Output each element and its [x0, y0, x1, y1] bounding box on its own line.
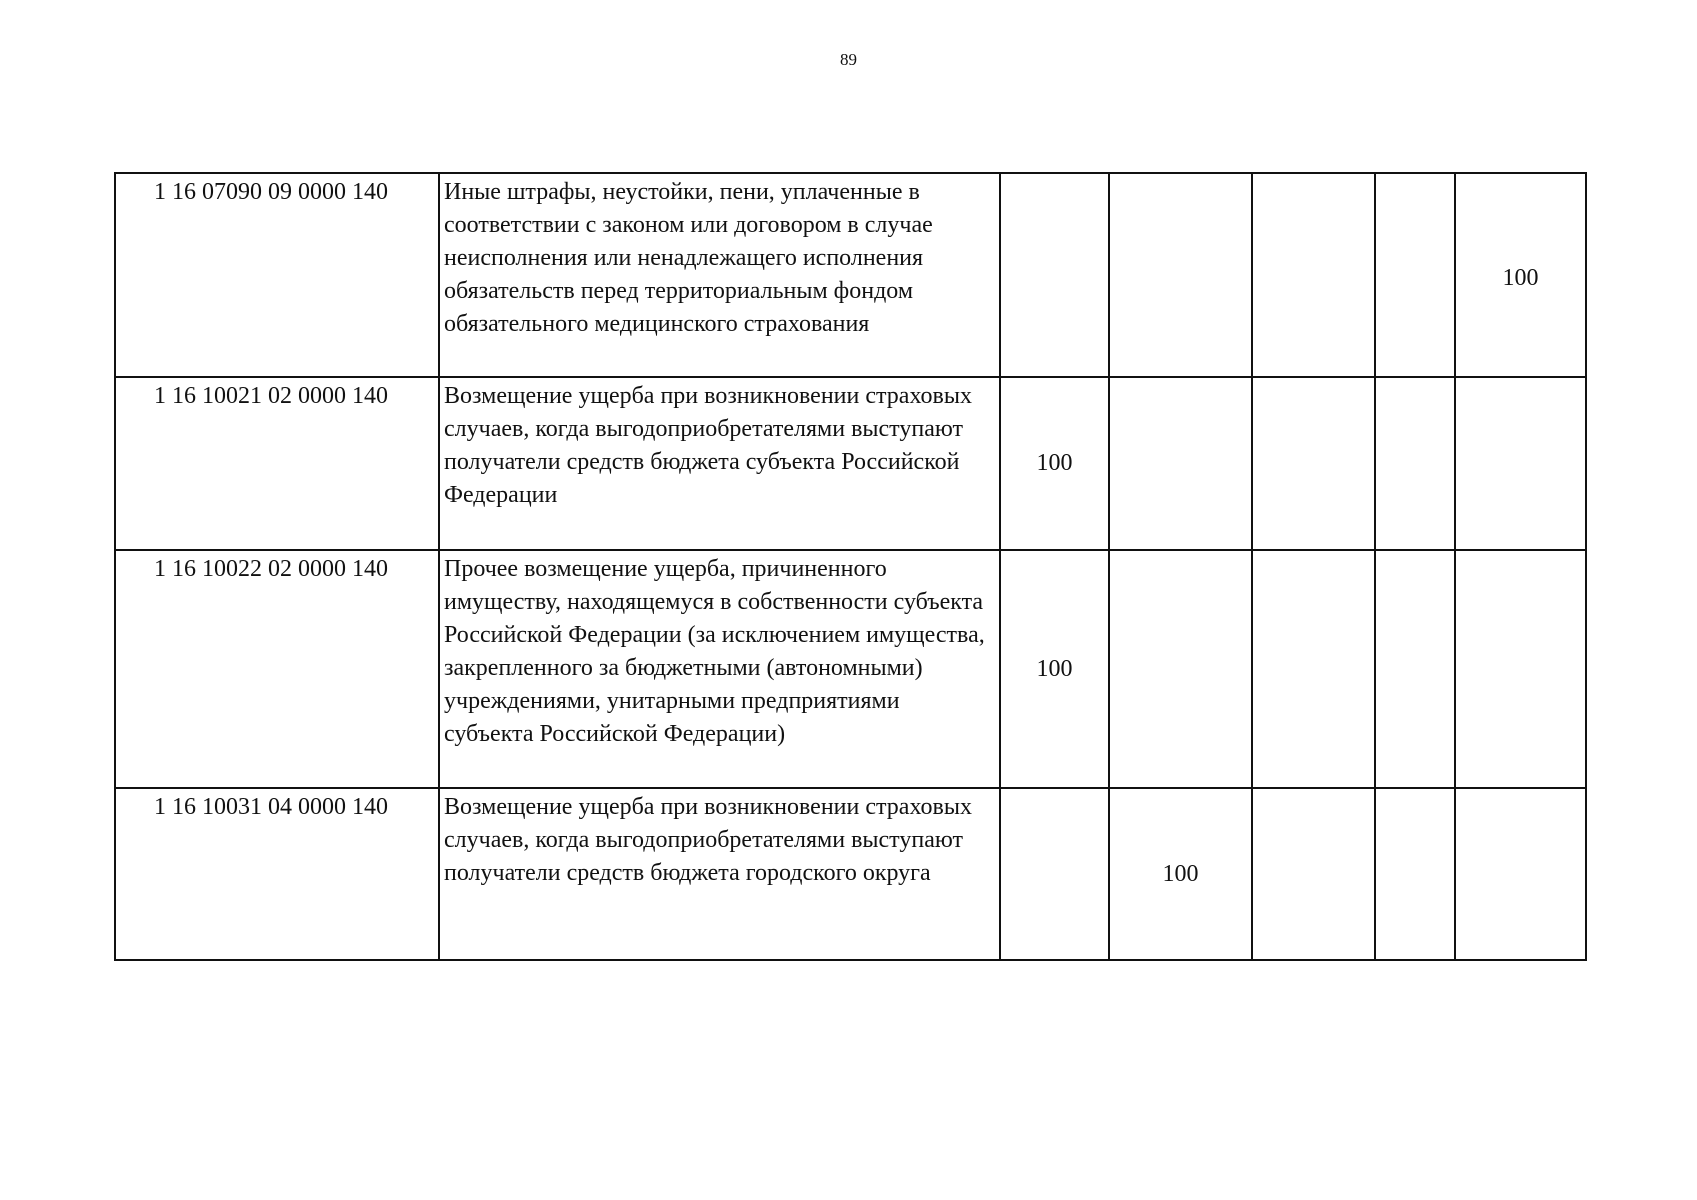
revenue-distribution-table — [114, 172, 1587, 961]
value-cell: 100 — [1109, 788, 1252, 960]
value-cell — [1000, 788, 1109, 960]
value-cell — [1252, 550, 1375, 788]
value-cell — [1455, 377, 1586, 550]
value-cell — [1109, 550, 1252, 788]
revenue-description-cell: Возмещение ущерба при возникновении страховых случаев, когда выгодоприобретателями выступают получатели средств бюджета городского округа — [439, 788, 1000, 960]
budget-code-cell: 1 16 10022 02 0000 140 — [115, 550, 439, 788]
value-cell — [1252, 788, 1375, 960]
table-row — [115, 550, 1586, 788]
budget-code-cell: 1 16 10031 04 0000 140 — [115, 788, 439, 960]
value-cell: 100 — [1000, 377, 1109, 550]
value-cell — [1375, 377, 1455, 550]
value-cell — [1375, 550, 1455, 788]
value-cell — [1252, 173, 1375, 377]
revenue-description-cell: Прочее возмещение ущерба, причиненного имуществу, находящемуся в собственности субъекта Российской Федерации (за исключением имущества, закрепленного за бюджетными (автономными) учреждениями, унитарными предприятиями субъекта Российской Федерации) — [439, 550, 1000, 788]
value-cell — [1455, 550, 1586, 788]
revenue-description-cell: Возмещение ущерба при возникновении страховых случаев, когда выгодоприобретателями выступают получатели средств бюджета субъекта Российской Федерации — [439, 377, 1000, 550]
table-row — [115, 377, 1586, 550]
value-cell — [1000, 173, 1109, 377]
value-cell — [1252, 377, 1375, 550]
value-cell: 100 — [1455, 173, 1586, 377]
value-cell — [1109, 377, 1252, 550]
revenue-description-cell: Иные штрафы, неустойки, пени, уплаченные в соответствии с законом или договором в случае неисполнения или ненадлежащего исполнения обязательств перед территориальным фондом обязательного медицинского страхования — [439, 173, 1000, 377]
value-cell: 100 — [1000, 550, 1109, 788]
table-row — [115, 788, 1586, 960]
value-cell — [1375, 788, 1455, 960]
page-number: 89 — [840, 50, 857, 69]
budget-code-cell: 1 16 10021 02 0000 140 — [115, 377, 439, 550]
value-cell — [1455, 788, 1586, 960]
budget-code-cell: 1 16 07090 09 0000 140 — [115, 173, 439, 377]
table-row — [115, 173, 1586, 377]
value-cell — [1375, 173, 1455, 377]
value-cell — [1109, 173, 1252, 377]
